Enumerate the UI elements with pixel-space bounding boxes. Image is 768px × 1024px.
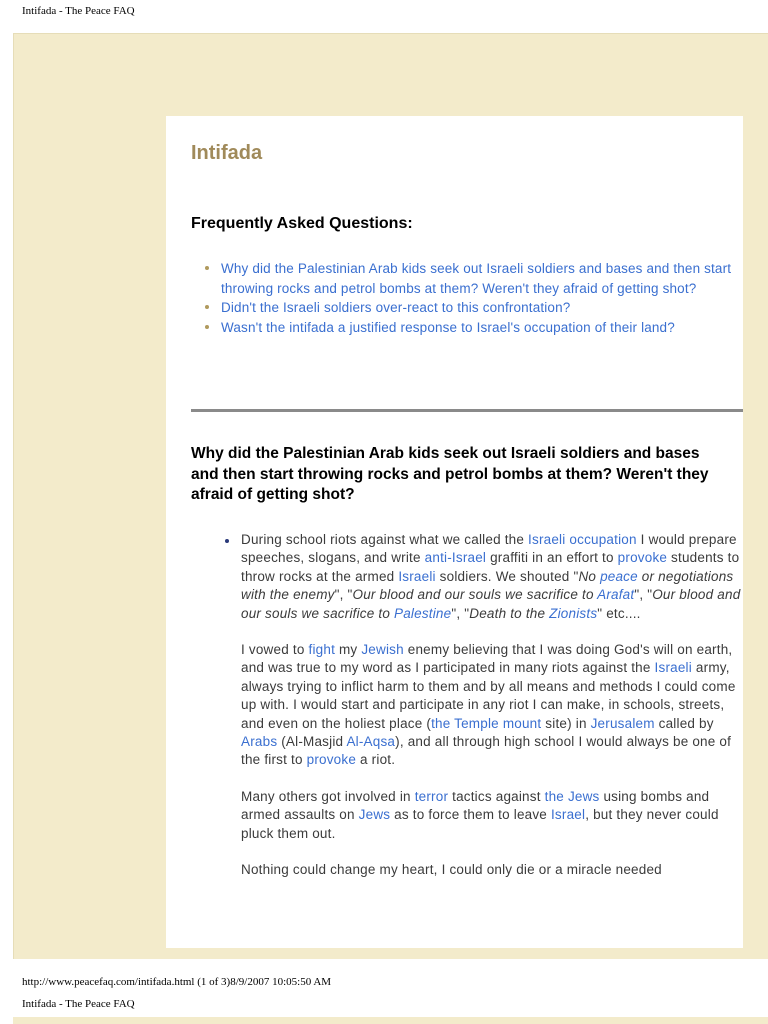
content-panel <box>166 116 743 948</box>
link-jerusalem[interactable]: Jerusalem <box>590 715 655 731</box>
link-provoke[interactable]: provoke <box>617 550 668 566</box>
toc-link-question-1[interactable]: Why did the Palestinian Arab kids seek out Israeli soldiers and bases and then start throwing rocks and petrol bombs at them? Weren't they afraid of getting shot? <box>221 259 743 298</box>
link-israeli-occupation[interactable]: Israeli occupation <box>528 532 637 547</box>
faq-heading: Frequently Asked Questions: <box>191 215 413 232</box>
link-jews[interactable]: Jews <box>358 807 391 823</box>
link-palestine[interactable]: Palestine <box>394 605 452 621</box>
answer-paragraph-2: I vowed to fight my Jewish enemy believing that I was doing God's will on earth, and was true to my word as I participated in many riots against the Israeli army, always trying to inflict harm to them and by all means and methods I could come up with. I would start and participate in any riot I can make, in schools, streets, and even on the holiest place (the Temple mount site) in Jerusalem called by Arabs (Al-Masjid Al-Aqsa), and all through high school I would always be one of the first to provoke a riot. <box>241 642 736 768</box>
link-al-aqsa[interactable]: Al-Aqsa <box>346 734 396 750</box>
link-anti-israel[interactable]: anti-Israel <box>424 550 487 566</box>
question-heading: Why did the Palestinian Arab kids seek out Israeli soldiers and bases and then start throwing rocks and petrol bombs at them? Weren't they afraid of getting shot? <box>191 445 709 503</box>
link-zionists[interactable]: Zionists <box>549 605 598 621</box>
link-the-jews[interactable]: the Jews <box>544 788 600 804</box>
link-israeli[interactable]: Israeli <box>398 568 436 584</box>
faq-toc <box>221 259 743 337</box>
print-header-title-next: Intifada - The Peace FAQ <box>22 998 135 1010</box>
answer-paragraph-4: Nothing could change my heart, I could only die or a miracle needed <box>241 862 662 878</box>
toc-link-question-3[interactable]: Wasn't the intifada a justified response to Israel's occupation of their land? <box>221 318 743 338</box>
toc-link-question-2[interactable]: Didn't the Israeli soldiers over-react to this confrontation? <box>221 298 743 318</box>
link-peace[interactable]: peace <box>600 568 638 584</box>
link-jewish[interactable]: Jewish <box>361 642 404 658</box>
page-title: Intifada <box>191 142 263 164</box>
link-provoke-2[interactable]: provoke <box>306 752 357 768</box>
answer-paragraph-3: Many others got involved in terror tactics against the Jews using bombs and armed assaults on Jews as to force them to leave Israel, but they never could pluck them out. <box>241 788 719 841</box>
link-arabs[interactable]: Arabs <box>241 734 278 750</box>
link-temple-mount[interactable]: the Temple mount <box>431 715 542 731</box>
answer-paragraph-1: During school riots against what we called the Israeli occupation I would prepare speeches, slogans, and write anti-Israel graffiti in an effort to provoke students to throw rocks at the armed Israeli soldiers. We shouted "No peace or negotiations with the enemy", "Our blood and our souls we sacrifice to Arafat", "Our blood and our souls we sacrifice to Palestine", "Death to the Zionists" etc.... <box>241 532 741 621</box>
section-divider <box>191 409 743 412</box>
page-frame-next <box>13 1017 768 1024</box>
bullet-dot <box>225 539 229 543</box>
link-arafat[interactable]: Arafat <box>597 587 635 603</box>
link-israel[interactable]: Israel <box>550 807 586 823</box>
link-terror[interactable]: terror <box>414 788 449 804</box>
link-fight[interactable]: fight <box>308 642 336 658</box>
print-footer-url: http://www.peacefaq.com/intifada.html (1 of 3)8/9/2007 10:05:50 AM <box>22 976 332 988</box>
answer-block <box>241 531 741 898</box>
link-israeli-army[interactable]: Israeli <box>654 660 692 676</box>
print-header-title: Intifada - The Peace FAQ <box>22 5 135 17</box>
